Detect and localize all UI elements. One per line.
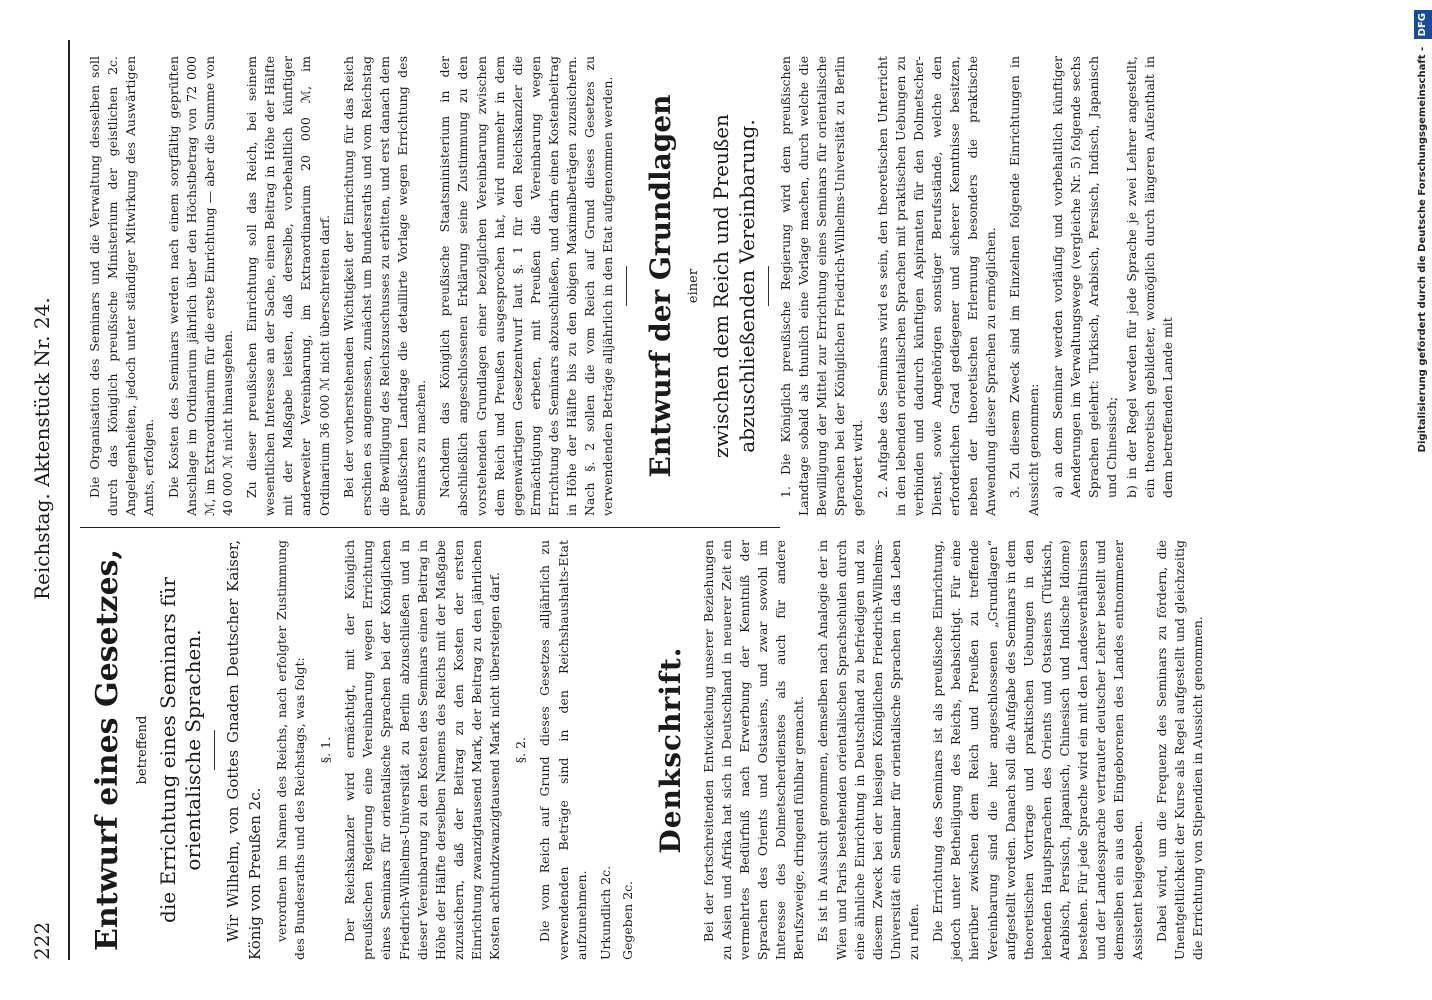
body-paragraph: Die Organisation des Seminars und die Verwaltung desselben soll durch das Königlich preußische Ministerium der geistlichen 2c. Angelegenheiten, jedoch unter ständiger Mitwirkung des Auswärtigen Amts, erfolgen.	[87, 56, 157, 516]
law-title: Entwurf eines Gesetzes,	[90, 548, 125, 952]
section-1-heading: §. 1.	[318, 736, 334, 764]
law-subtitle: die Errichtung eines Seminars für orientalische Sprachen.	[156, 577, 206, 923]
denkschrift-paragraph: Bei der fortschreitenden Entwickelung unserer Beziehungen zu Asien und Afrika hat sich in Deutschland in neuerer Zeit ein vermehrtes Bedürfniß nach Erwerbung der Kenntniß der Sprachen des Orients und Ostasiens, und zwar sowohl im Interesse des Dolmetscherdienstes als auch für andere Berufszweige, dringend fühlbar gemacht.	[700, 540, 807, 960]
dfg-logo: DFG	[1414, 10, 1432, 39]
page-number: 222	[30, 921, 54, 960]
running-head: Reichstag. Aktenstück Nr. 24.	[30, 297, 54, 600]
denkschrift-paragraph: Es ist in Aussicht genommen, demselben nach Analogie der in Wien und Paris bestehenden orientalischen Sprachschulen durch eine ähnliche Einrichtung in Deutschland zu befriedigen und zu diesem Zweck bei der hiesigen Königlichen Friedrich-Wilhelms-Universität ein Seminar für orientalische Sprachen in das Leben zu rufen.	[815, 540, 922, 960]
section-2-text: Die vom Reich auf Grund dieses Gesetzes alljährlich zu verwendenden Beträge sind in den Reichshaushalts-Etat aufzunehmen.	[537, 540, 589, 960]
urkundlich-line: Urkundlich 2c.	[597, 865, 613, 960]
denkschrift-paragraph: Dabei wird, um die Frequenz des Seminars zu fördern, die Unentgeltlichkeit der Kurse als Regel aufgestellt und gleichzeitig die Errichtung von Stipendien in Aussicht genommen.	[1153, 540, 1205, 960]
header-rule	[68, 40, 70, 960]
body-paragraph: Nachdem das Königlich preußische Staatsministerium in der abschließlich angeschlossenen Erklärung seine Zustimmung zu den vorstehenden Grundlagen einer bezüglichen Vereinbarung zwischen dem Reich und Preußen ausgesprochen hat, wird nunmehr in dem gegenwärtigen Gesetzentwurf laut §. 1 für den Reichskanzler die Ermächtigung erbeten, mit Preußen die Vereinbarung wegen Errichtung des Seminars abzuschließen, und darin einen Kostenbeitrag in Höhe der Hälfte bis zu den obigen Maximalbeträgen zuzusichern. Nach §. 2 sollen die vom Reich auf Grund dieses Gesetzes zu verwendenden Beträge alljährlich in den Etat aufgenommen werden.	[437, 56, 616, 516]
grundlagen-subitem: a) an dem Seminar werden vorläufig und vorbehaltlich künftiger Aenderungen im Verwaltungswege (vergleiche Nr. 5) folgende sechs Sprachen gelehrt: Türkisch, Arabisch, Persisch, Indisch, Japanisch und Chinesisch;	[1049, 56, 1120, 498]
page-header	[30, 40, 60, 960]
denkschrift-title: Denkschrift.	[654, 646, 688, 854]
einer-label: einer	[686, 268, 702, 304]
grundlagen-item: 3. Zu diesem Zweck sind im Einzelnen folgende Einrichtungen in Aussicht genommen:	[1007, 56, 1041, 516]
denkschrift-paragraph: Die Errichtung des Seminars ist als preußische Einrichtung, jedoch unter Betheiligung des Reichs, beabsichtigt. Für eine hierüber zwischen dem Reich und Preußen zu treffende Vereinbarung sind die hier angeschlossenen „Grundlagen“ aufgestellt worden. Danach soll die Aufgabe des Seminars in dem theoretischen Vortrage und praktischen Uebungen in den lebenden Hauptsprachen des Orients und Ostasiens (Türkisch, Arabisch, Persisch, Japanisch, Chinesisch und Indische Idiome) bestehen. Für jede Sprache wird ein mit den Landesverhältnissen und der Landessprache vertrauter deutscher Lehrer bestellt und demselben ein aus den Eingeborenen des Landes entnommener Assistent beigegeben.	[930, 540, 1145, 960]
short-divider	[626, 266, 627, 306]
preamble-text: verordnen im Namen des Reichs, nach erfolgter Zustimmung des Bundesraths und des Reichstags, was folgt:	[273, 540, 307, 960]
grundlagen-title: Entwurf der Grundlagen	[643, 94, 677, 478]
body-paragraph: Bei der vorherstehenden Wichtigkeit der Einrichtung für das Reich erschien es angemessen, zunächst um Bundesraths und vom Reichstag die Bewilligung des Reichszuschusses zu erbitten, und erst danach dem preußischen Landtage die detaillirte Vorlage wegen Errichtung des Seminars zu machen.	[340, 56, 429, 516]
right-column	[80, 56, 1180, 516]
digitization-footer	[1414, 0, 1432, 1000]
column-divider	[80, 527, 780, 528]
grundlagen-item: 2. Aufgabe des Seminars wird es sein, den theoretischen Unterricht in den lebenden orientalischen Sprachen mit praktischen Uebungen zu verbinden und dadurch künftigen Aspiranten für den Dolmetscher-Dienst, sowie Angehörigen sonstiger Berufsstände, welche den erforderlichen Grad gediegener und sicherer Kenntnisse besitzen, neben der theoretischen Erlernung besonders die praktische Anwendung dieser Sprachen zu ermöglichen.	[874, 56, 999, 516]
betreffend-label: betreffend	[134, 715, 150, 785]
gegeben-line: Gegeben 2c.	[619, 880, 635, 960]
grundlagen-subtitle: zwischen dem Reich und Preußen abzuschließenden Vereinbarung.	[708, 114, 759, 458]
body-paragraph: Zu dieser preußischen Einrichtung soll das Reich, bei seinem wesentlichen Interesse an der Sache, einen Beitrag in Höhe der Hälfte mit der Maßgabe leisten, daß derselbe, vorbehaltlich künftiger anderweiter Vereinbarung, im Extraordinarium 20 000 ℳ, im Ordinarium 36 000 ℳ nicht überschreiten darf.	[244, 56, 332, 516]
digitization-credit: Digitalisierung gefördert durch die Deutsche Forschungsgemeinschaft -	[1417, 46, 1428, 453]
preamble-name: Wir Wilhelm, von Gottes Gnaden Deutscher Kaiser, König von Preußen 2c.	[224, 540, 265, 960]
short-divider	[214, 730, 215, 770]
section-2-heading: §. 2.	[513, 736, 529, 764]
left-column	[80, 540, 1213, 960]
section-1-text: Der Reichskanzler wird ermächtigt, mit der Königlich preußischen Regierung eine Vereinbarung wegen Errichtung eines Seminars für orientalische Sprachen bei der Königlichen Friedrich-Wilhelms-Universität zu Berlin abzuschließen und in dieser Vereinbarung zu den Kosten des Seminars einen Beitrag in Höhe der Hälfte derselben Namens des Reichs mit der Maßgabe zuzusichern, daß der Beitrag zu den Kosten der ersten Einrichtung zwanzigtausend Mark, der Beitrag zu den jährlichen Kosten achtundzwanzigtausend Mark nicht übersteigen darf.	[342, 540, 503, 960]
short-divider	[768, 266, 769, 306]
body-paragraph: Die Kosten des Seminars werden nach einem sorgfältig geprüften Anschlage im Ordinarium jährlich über den Höchstbetrag von 72 000 ℳ, im Extraordinarium für die erste Einrichtung — aber die Summe von 40 000 ℳ nicht hinausgehen.	[165, 56, 235, 516]
grundlagen-item: 1. Die Königlich preußische Regierung wird dem preußischen Landtage sobald als thunlich eine Vorlage machen, durch welche die Bewilligung der Mittel zur Errichtung eines Seminars für orientalische Sprachen bei der Königlichen Friedrich-Wilhelms-Universität zu Berlin gefordert wird.	[777, 56, 866, 516]
grundlagen-subitem: b) in der Regel werden für jede Sprache je zwei Lehrer angestellt, ein theoretisch gebildeter, womöglich durch längeren Aufenthalt in dem betreffenden Lande mit	[1124, 56, 1176, 498]
